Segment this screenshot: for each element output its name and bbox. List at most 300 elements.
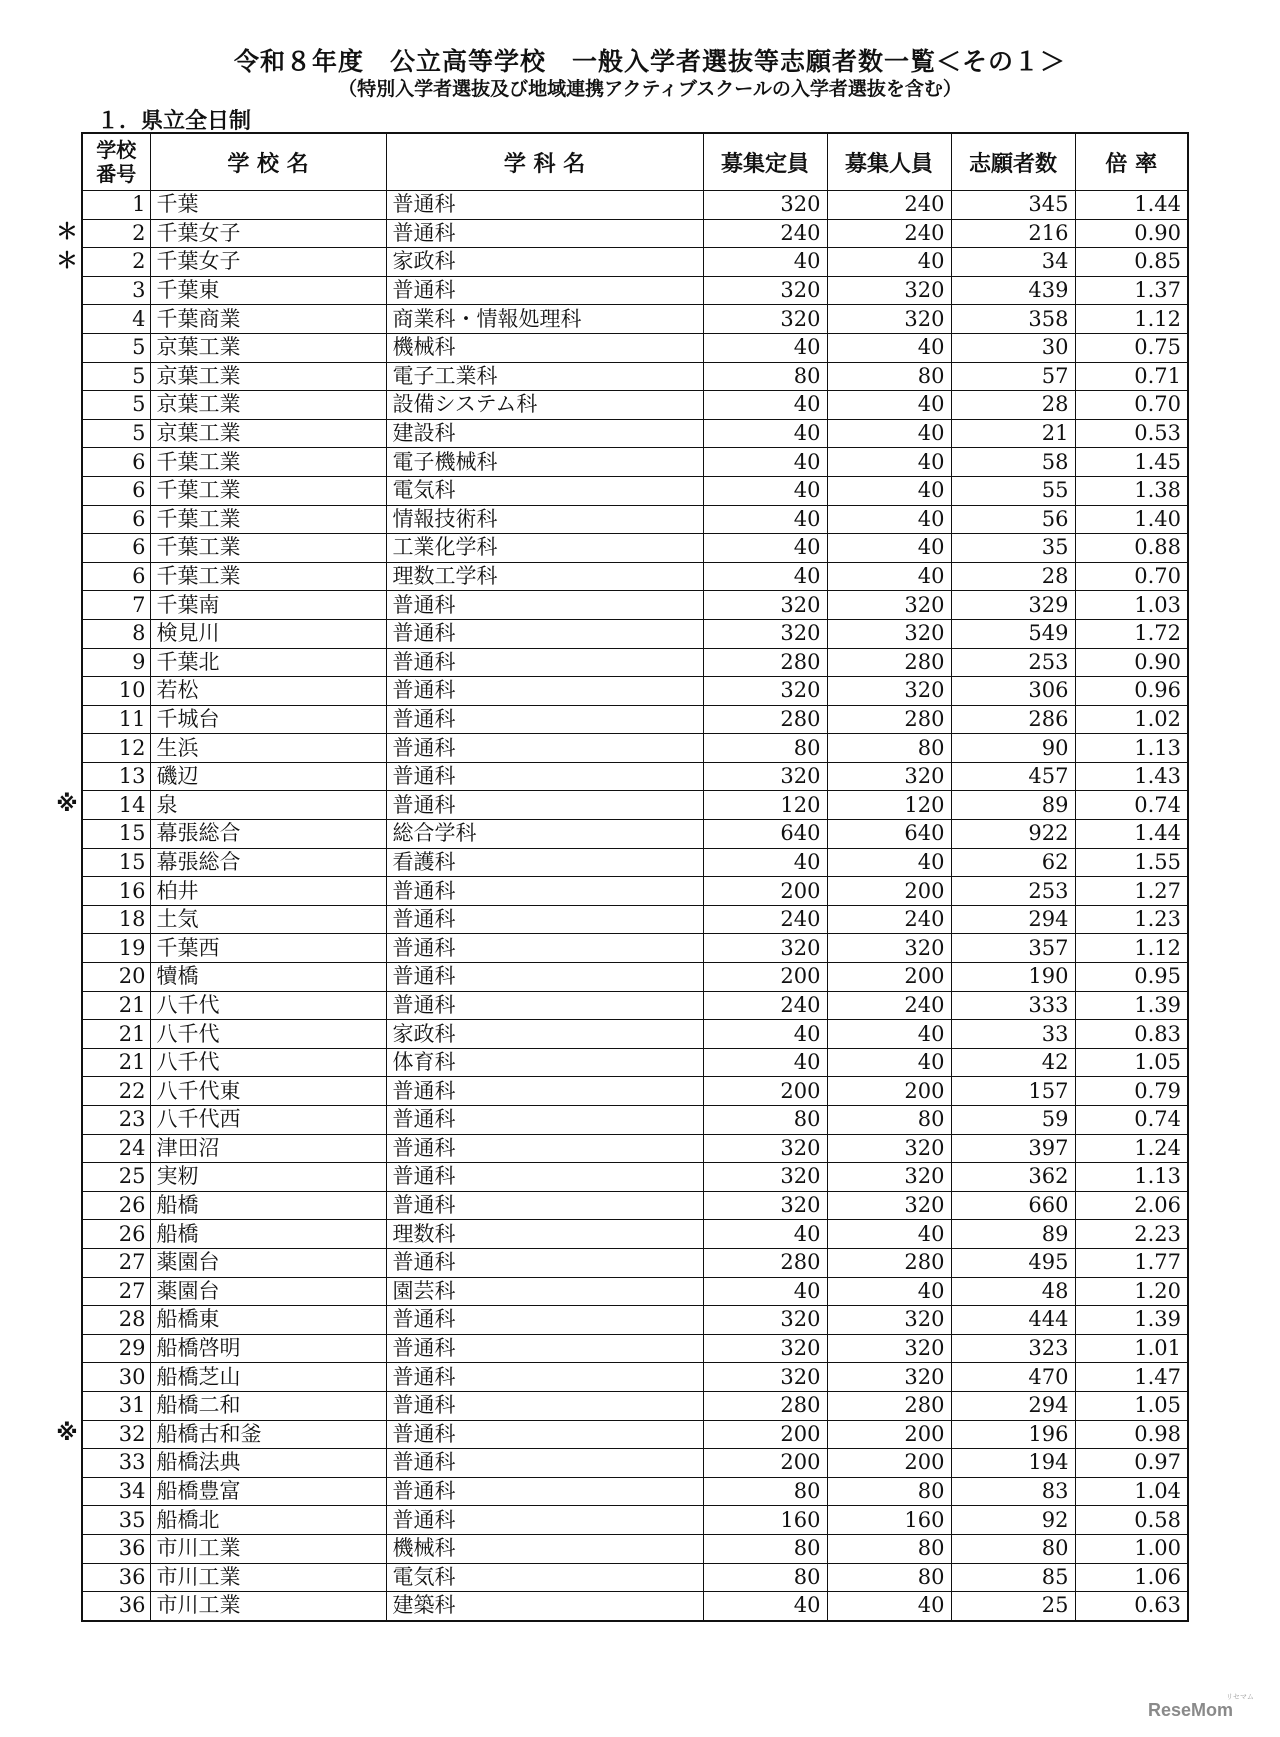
cell-school-number: 16	[82, 877, 150, 906]
table-row	[82, 276, 1188, 305]
cell-school-name: 千葉東	[150, 276, 386, 305]
cell-school-number: 8	[82, 619, 150, 648]
cell-school-number: 3	[82, 276, 150, 305]
cell-school-number: 30	[82, 1363, 150, 1392]
cell-department: 設備システム科	[386, 391, 703, 420]
cell-recruit: 40	[827, 562, 951, 591]
cell-department: 普通科	[386, 1506, 703, 1535]
cell-ratio: 0.90	[1075, 219, 1188, 248]
table-row	[82, 734, 1188, 763]
cell-applicants: 55	[951, 476, 1075, 505]
cell-ratio: 0.70	[1075, 391, 1188, 420]
header-ratio: 倍 率	[1075, 133, 1188, 191]
cell-school-number: 23	[82, 1106, 150, 1135]
cell-ratio: 1.37	[1075, 276, 1188, 305]
cell-ratio: 0.79	[1075, 1077, 1188, 1106]
cell-ratio: 1.27	[1075, 877, 1188, 906]
cell-ratio: 2.23	[1075, 1220, 1188, 1249]
cell-applicants: 42	[951, 1048, 1075, 1077]
table-row	[82, 476, 1188, 505]
cell-department: 園芸科	[386, 1277, 703, 1306]
cell-school-name: 薬園台	[150, 1277, 386, 1306]
table-row	[82, 248, 1188, 277]
cell-school-number: 6	[82, 562, 150, 591]
cell-ratio: 0.74	[1075, 791, 1188, 820]
cell-recruit: 240	[827, 905, 951, 934]
cell-recruit: 200	[827, 1449, 951, 1478]
cell-ratio: 0.83	[1075, 1020, 1188, 1049]
cell-school-name: 市川工業	[150, 1592, 386, 1621]
cell-recruit: 40	[827, 419, 951, 448]
cell-recruit: 40	[827, 848, 951, 877]
cell-department: 普通科	[386, 1449, 703, 1478]
cell-department: 建設科	[386, 419, 703, 448]
cell-capacity: 40	[703, 505, 827, 534]
cell-recruit: 120	[827, 791, 951, 820]
cell-capacity: 80	[703, 1477, 827, 1506]
cell-ratio: 1.55	[1075, 848, 1188, 877]
cell-recruit: 40	[827, 248, 951, 277]
cell-department: 普通科	[386, 276, 703, 305]
cell-school-number: 15	[82, 848, 150, 877]
cell-school-number: 27	[82, 1277, 150, 1306]
cell-recruit: 320	[827, 1363, 951, 1392]
cell-capacity: 320	[703, 276, 827, 305]
cell-applicants: 28	[951, 562, 1075, 591]
cell-school-name: 千葉北	[150, 648, 386, 677]
cell-applicants: 306	[951, 677, 1075, 706]
cell-recruit: 80	[827, 1106, 951, 1135]
cell-school-number: 32	[82, 1420, 150, 1449]
cell-department: 情報技術科	[386, 505, 703, 534]
cell-ratio: 2.06	[1075, 1191, 1188, 1220]
table-row	[82, 1020, 1188, 1049]
cell-department: 普通科	[386, 1477, 703, 1506]
cell-school-name: 幕張総合	[150, 848, 386, 877]
cell-department: 機械科	[386, 1534, 703, 1563]
cell-ratio: 0.58	[1075, 1506, 1188, 1535]
cell-school-number: 12	[82, 734, 150, 763]
cell-applicants: 294	[951, 1391, 1075, 1420]
cell-capacity: 320	[703, 762, 827, 791]
cell-capacity: 200	[703, 963, 827, 992]
cell-applicants: 470	[951, 1363, 1075, 1392]
table-row	[82, 1391, 1188, 1420]
table-row	[82, 1534, 1188, 1563]
cell-applicants: 357	[951, 934, 1075, 963]
cell-ratio: 1.05	[1075, 1048, 1188, 1077]
cell-applicants: 329	[951, 591, 1075, 620]
cell-recruit: 280	[827, 1391, 951, 1420]
cell-school-name: 船橋二和	[150, 1391, 386, 1420]
cell-capacity: 200	[703, 1420, 827, 1449]
cell-school-name: 船橋北	[150, 1506, 386, 1535]
document-subtitle: （特別入学者選抜及び地域連携アクティブスクールの入学者選抜を含む）	[338, 78, 962, 100]
cell-school-number: 2	[82, 248, 150, 277]
cell-capacity: 40	[703, 333, 827, 362]
cell-capacity: 200	[703, 877, 827, 906]
cell-ratio: 1.04	[1075, 1477, 1188, 1506]
cell-applicants: 56	[951, 505, 1075, 534]
table-row	[82, 905, 1188, 934]
cell-recruit: 80	[827, 1563, 951, 1592]
cell-department: 普通科	[386, 705, 703, 734]
cell-ratio: 0.95	[1075, 963, 1188, 992]
cell-school-number: 36	[82, 1534, 150, 1563]
section-heading: １．県立全日制	[97, 109, 252, 134]
cell-applicants: 333	[951, 991, 1075, 1020]
cell-recruit: 160	[827, 1506, 951, 1535]
cell-applicants: 83	[951, 1477, 1075, 1506]
cell-ratio: 1.24	[1075, 1134, 1188, 1163]
cell-recruit: 40	[827, 1220, 951, 1249]
cell-school-number: 21	[82, 991, 150, 1020]
cell-recruit: 320	[827, 305, 951, 334]
cell-school-number: 19	[82, 934, 150, 963]
cell-recruit: 320	[827, 1163, 951, 1192]
cell-department: 機械科	[386, 333, 703, 362]
cell-capacity: 40	[703, 248, 827, 277]
table-row	[82, 505, 1188, 534]
table-row	[82, 705, 1188, 734]
cell-department: 普通科	[386, 648, 703, 677]
cell-school-number: 6	[82, 448, 150, 477]
cell-ratio: 1.77	[1075, 1248, 1188, 1277]
cell-applicants: 35	[951, 534, 1075, 563]
cell-ratio: 0.71	[1075, 362, 1188, 391]
cell-recruit: 80	[827, 362, 951, 391]
cell-applicants: 660	[951, 1191, 1075, 1220]
cell-department: 普通科	[386, 1306, 703, 1335]
cell-capacity: 40	[703, 448, 827, 477]
table-row	[82, 1506, 1188, 1535]
header-department: 学 科 名	[386, 133, 703, 191]
cell-recruit: 40	[827, 1592, 951, 1621]
cell-department: 商業科・情報処理科	[386, 305, 703, 334]
cell-department: 普通科	[386, 934, 703, 963]
table-row	[82, 934, 1188, 963]
cell-school-name: 津田沼	[150, 1134, 386, 1163]
cell-department: 建築科	[386, 1592, 703, 1621]
cell-recruit: 200	[827, 877, 951, 906]
cell-ratio: 1.39	[1075, 991, 1188, 1020]
cell-applicants: 89	[951, 791, 1075, 820]
cell-school-name: 生浜	[150, 734, 386, 763]
cell-ratio: 0.70	[1075, 562, 1188, 591]
table-row	[82, 562, 1188, 591]
cell-ratio: 0.96	[1075, 677, 1188, 706]
cell-school-number: 36	[82, 1592, 150, 1621]
cell-school-name: 京葉工業	[150, 362, 386, 391]
table-row	[82, 1449, 1188, 1478]
table-row	[82, 1477, 1188, 1506]
cell-applicants: 253	[951, 648, 1075, 677]
cell-capacity: 80	[703, 362, 827, 391]
cell-ratio: 0.85	[1075, 248, 1188, 277]
table-row	[82, 820, 1188, 849]
cell-recruit: 40	[827, 505, 951, 534]
cell-capacity: 80	[703, 1563, 827, 1592]
cell-capacity: 40	[703, 562, 827, 591]
cell-recruit: 320	[827, 677, 951, 706]
cell-recruit: 240	[827, 191, 951, 220]
cell-applicants: 58	[951, 448, 1075, 477]
cell-capacity: 240	[703, 219, 827, 248]
cell-school-name: 千城台	[150, 705, 386, 734]
cell-school-number: 14	[82, 791, 150, 820]
cell-department: 普通科	[386, 1334, 703, 1363]
cell-applicants: 34	[951, 248, 1075, 277]
table-header-row	[82, 133, 1188, 191]
cell-ratio: 1.44	[1075, 191, 1188, 220]
cell-applicants: 25	[951, 1592, 1075, 1621]
table-row	[82, 877, 1188, 906]
cell-department: 家政科	[386, 1020, 703, 1049]
cell-recruit: 320	[827, 276, 951, 305]
cell-recruit: 320	[827, 1306, 951, 1335]
cell-school-name: 検見川	[150, 619, 386, 648]
cell-department: 普通科	[386, 191, 703, 220]
cell-department: 普通科	[386, 1420, 703, 1449]
cell-recruit: 80	[827, 1477, 951, 1506]
cell-capacity: 200	[703, 1077, 827, 1106]
cell-school-name: 磯辺	[150, 762, 386, 791]
table-row	[82, 1077, 1188, 1106]
cell-school-number: 7	[82, 591, 150, 620]
cell-department: 理数工学科	[386, 562, 703, 591]
cell-school-number: 15	[82, 820, 150, 849]
table-row	[82, 1220, 1188, 1249]
cell-capacity: 80	[703, 1534, 827, 1563]
cell-school-name: 千葉西	[150, 934, 386, 963]
cell-capacity: 320	[703, 934, 827, 963]
cell-school-number: 4	[82, 305, 150, 334]
watermark-logo: ReseMom	[1148, 1700, 1234, 1720]
cell-recruit: 40	[827, 448, 951, 477]
cell-capacity: 40	[703, 476, 827, 505]
cell-school-name: 幕張総合	[150, 820, 386, 849]
cell-applicants: 362	[951, 1163, 1075, 1192]
cell-school-name: 千葉工業	[150, 448, 386, 477]
cell-capacity: 320	[703, 305, 827, 334]
cell-school-name: 柏井	[150, 877, 386, 906]
cell-ratio: 1.03	[1075, 591, 1188, 620]
cell-department: 工業化学科	[386, 534, 703, 563]
cell-school-number: 22	[82, 1077, 150, 1106]
cell-department: 普通科	[386, 1191, 703, 1220]
cell-capacity: 40	[703, 1220, 827, 1249]
cell-capacity: 320	[703, 1363, 827, 1392]
table-row	[82, 219, 1188, 248]
cell-ratio: 1.01	[1075, 1334, 1188, 1363]
cell-school-name: 船橋啓明	[150, 1334, 386, 1363]
cell-school-name: 八千代	[150, 991, 386, 1020]
applicants-table	[81, 132, 1189, 1622]
cell-recruit: 320	[827, 619, 951, 648]
cell-school-number: 27	[82, 1248, 150, 1277]
cell-recruit: 40	[827, 391, 951, 420]
watermark-sub: リセマム	[1226, 1694, 1254, 1701]
row-mark: ※	[56, 792, 78, 818]
cell-school-number: 21	[82, 1048, 150, 1077]
cell-school-name: 船橋法典	[150, 1449, 386, 1478]
cell-school-number: 25	[82, 1163, 150, 1192]
cell-recruit: 280	[827, 705, 951, 734]
cell-applicants: 85	[951, 1563, 1075, 1592]
row-mark: ※	[56, 1421, 78, 1447]
cell-capacity: 280	[703, 1248, 827, 1277]
cell-capacity: 240	[703, 905, 827, 934]
cell-department: 普通科	[386, 1391, 703, 1420]
cell-school-name: 京葉工業	[150, 333, 386, 362]
table-row	[82, 1277, 1188, 1306]
header-school-number-line2: 番号	[96, 162, 137, 186]
cell-capacity: 320	[703, 191, 827, 220]
table-row	[82, 1106, 1188, 1135]
cell-school-name: 泉	[150, 791, 386, 820]
cell-applicants: 457	[951, 762, 1075, 791]
cell-school-number: 29	[82, 1334, 150, 1363]
cell-capacity: 280	[703, 1391, 827, 1420]
table-row	[82, 419, 1188, 448]
cell-capacity: 40	[703, 419, 827, 448]
row-mark: ＊	[56, 248, 79, 274]
cell-department: 電気科	[386, 476, 703, 505]
cell-capacity: 160	[703, 1506, 827, 1535]
cell-school-name: 市川工業	[150, 1563, 386, 1592]
cell-recruit: 200	[827, 1077, 951, 1106]
cell-school-number: 36	[82, 1563, 150, 1592]
cell-department: 普通科	[386, 1106, 703, 1135]
cell-ratio: 1.39	[1075, 1306, 1188, 1335]
table-row	[82, 848, 1188, 877]
table-row	[82, 762, 1188, 791]
cell-ratio: 1.23	[1075, 905, 1188, 934]
cell-capacity: 320	[703, 677, 827, 706]
cell-ratio: 1.13	[1075, 734, 1188, 763]
cell-department: 普通科	[386, 219, 703, 248]
cell-school-number: 18	[82, 905, 150, 934]
cell-recruit: 80	[827, 734, 951, 763]
cell-ratio: 1.06	[1075, 1563, 1188, 1592]
cell-school-name: 船橋	[150, 1220, 386, 1249]
cell-capacity: 40	[703, 1277, 827, 1306]
cell-ratio: 1.20	[1075, 1277, 1188, 1306]
cell-school-number: 6	[82, 476, 150, 505]
cell-applicants: 323	[951, 1334, 1075, 1363]
cell-applicants: 358	[951, 305, 1075, 334]
cell-applicants: 48	[951, 1277, 1075, 1306]
cell-department: 普通科	[386, 1163, 703, 1192]
table-row	[82, 1306, 1188, 1335]
cell-applicants: 345	[951, 191, 1075, 220]
cell-recruit: 40	[827, 1277, 951, 1306]
cell-applicants: 294	[951, 905, 1075, 934]
cell-applicants: 397	[951, 1134, 1075, 1163]
cell-capacity: 320	[703, 1191, 827, 1220]
table-row	[82, 1592, 1188, 1621]
cell-department: 家政科	[386, 248, 703, 277]
cell-school-name: 船橋豊富	[150, 1477, 386, 1506]
cell-recruit: 320	[827, 934, 951, 963]
cell-school-number: 26	[82, 1191, 150, 1220]
cell-applicants: 495	[951, 1248, 1075, 1277]
cell-applicants: 92	[951, 1506, 1075, 1535]
cell-applicants: 439	[951, 276, 1075, 305]
cell-ratio: 0.97	[1075, 1449, 1188, 1478]
cell-recruit: 320	[827, 762, 951, 791]
cell-capacity: 240	[703, 991, 827, 1020]
table-row	[82, 1420, 1188, 1449]
cell-capacity: 40	[703, 1592, 827, 1621]
table-row	[82, 1363, 1188, 1392]
cell-recruit: 320	[827, 591, 951, 620]
cell-school-number: 33	[82, 1449, 150, 1478]
cell-ratio: 1.02	[1075, 705, 1188, 734]
cell-recruit: 40	[827, 1048, 951, 1077]
table-row	[82, 991, 1188, 1020]
header-applicants: 志願者数	[951, 133, 1075, 191]
cell-recruit: 240	[827, 219, 951, 248]
cell-school-name: 京葉工業	[150, 391, 386, 420]
cell-department: 普通科	[386, 1363, 703, 1392]
cell-school-name: 八千代東	[150, 1077, 386, 1106]
cell-department: 普通科	[386, 591, 703, 620]
cell-school-name: 船橋芝山	[150, 1363, 386, 1392]
cell-ratio: 0.98	[1075, 1420, 1188, 1449]
cell-school-number: 2	[82, 219, 150, 248]
cell-ratio: 1.47	[1075, 1363, 1188, 1392]
cell-department: 電子機械科	[386, 448, 703, 477]
header-school-number	[82, 133, 150, 191]
table-row	[82, 1048, 1188, 1077]
cell-recruit: 80	[827, 1534, 951, 1563]
cell-department: 普通科	[386, 677, 703, 706]
cell-applicants: 157	[951, 1077, 1075, 1106]
cell-recruit: 40	[827, 534, 951, 563]
table-row	[82, 534, 1188, 563]
cell-ratio: 1.38	[1075, 476, 1188, 505]
cell-recruit: 240	[827, 991, 951, 1020]
cell-capacity: 40	[703, 848, 827, 877]
cell-recruit: 200	[827, 1420, 951, 1449]
cell-applicants: 286	[951, 705, 1075, 734]
table-row	[82, 448, 1188, 477]
cell-school-name: 千葉工業	[150, 534, 386, 563]
cell-ratio: 1.44	[1075, 820, 1188, 849]
cell-school-number: 5	[82, 419, 150, 448]
cell-applicants: 89	[951, 1220, 1075, 1249]
cell-ratio: 0.90	[1075, 648, 1188, 677]
cell-school-name: 船橋	[150, 1191, 386, 1220]
cell-capacity: 320	[703, 591, 827, 620]
cell-school-number: 6	[82, 534, 150, 563]
cell-capacity: 320	[703, 1134, 827, 1163]
cell-recruit: 40	[827, 1020, 951, 1049]
cell-department: 普通科	[386, 877, 703, 906]
table-row	[82, 791, 1188, 820]
cell-capacity: 40	[703, 1048, 827, 1077]
cell-recruit: 40	[827, 476, 951, 505]
cell-applicants: 30	[951, 333, 1075, 362]
cell-applicants: 216	[951, 219, 1075, 248]
cell-school-name: 千葉工業	[150, 505, 386, 534]
cell-school-name: 薬園台	[150, 1248, 386, 1277]
cell-school-number: 24	[82, 1134, 150, 1163]
cell-ratio: 1.43	[1075, 762, 1188, 791]
cell-department: 理数科	[386, 1220, 703, 1249]
header-capacity: 募集定員	[703, 133, 827, 191]
